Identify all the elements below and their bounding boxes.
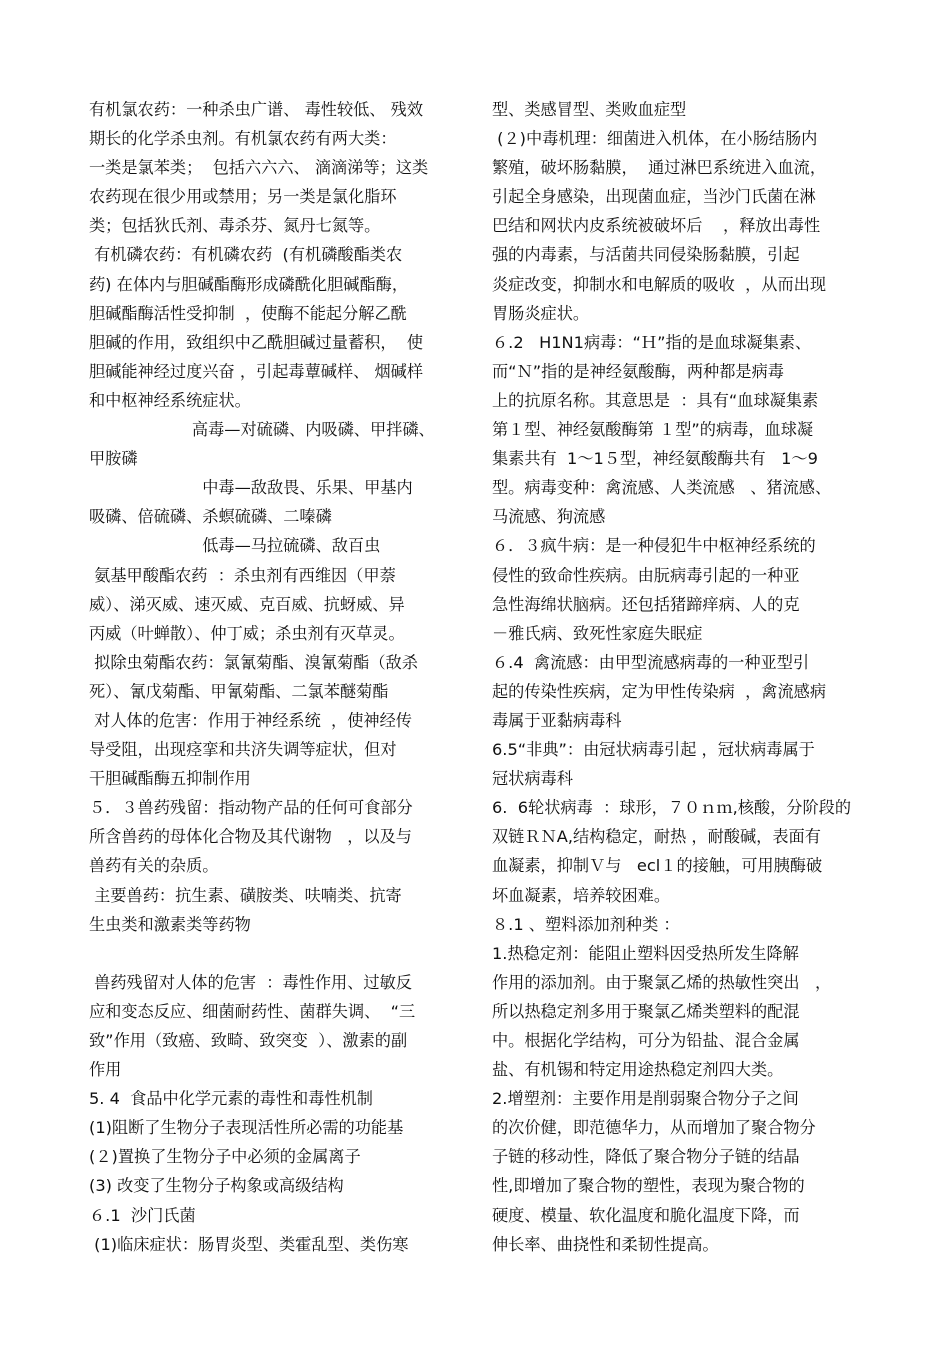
text-line: 威）、涕灭威、速灭威、克百威、抗蚜威、异 <box>89 594 405 614</box>
text-line: 吸磷、倍硫磷、杀螟硫磷、二嗪磷 <box>89 507 332 527</box>
text-line: 炎症改变，抑制水和电解质的吸收 ，从而出现 <box>492 274 827 294</box>
text-line: 所以热稳定剂多用于聚氯乙烯类塑料的配混 <box>492 1001 800 1021</box>
text-line: 第１型、神经氨酸酶第 １型”的病毒，血球凝 <box>492 420 814 440</box>
text-line: 农药现在很少用或禁用；另一类是氯化脂环 <box>89 187 397 207</box>
text-line: 兽药残留对人体的危害 ：毒性作用、过敏反 <box>89 972 412 992</box>
text-line: 中。根据化学结构，可分为铅盐、混合金属 <box>492 1031 800 1050</box>
text-line: 引起全身感染，出现菌血症，当沙门氏菌在淋 <box>492 187 816 207</box>
text-line: 巴结和网状内皮系统被破坏后 ，释放出毒性 <box>492 216 821 236</box>
text-line: 5. 4 食品中化学元素的毒性和毒性机制 <box>89 1089 373 1109</box>
text-line: 胆碱的作用，致组织中乙酰胆碱过量蓄积， 使 <box>89 332 424 352</box>
text-line: 对人体的危害：作用于神经系统 ，使神经传 <box>89 710 412 730</box>
text-line: ６.4 禽流感：由甲型流感病毒的一种亚型引 <box>492 652 810 672</box>
text-line: ６.1 沙门氏菌 <box>89 1205 196 1225</box>
text-line: 双链ＲＮA,结构稳定，耐热 ，耐酸碱，表面有 <box>492 827 821 847</box>
right-column <box>492 95 882 1259</box>
text-line: 低毒—马拉硫磷、敌百虫 <box>89 536 381 556</box>
text-line: 型、类感冒型、类败血症型 <box>492 100 687 119</box>
text-line: 血凝素，抑制Ｖ与 ecl１的接触，可用胰酶破 <box>492 856 823 876</box>
text-line: 起的传染性疾病，定为甲性传染病 ，禽流感病 <box>492 681 827 701</box>
text-line: 药) 在体内与胆碱酯酶形成磷酰化胆碱酯酶， <box>89 274 409 294</box>
text-line: ５．３兽药残留：指动物产品的任何可食部分 <box>89 798 413 818</box>
text-line: 导受阻，出现痉挛和共济失调等症状，但对 <box>89 740 397 760</box>
text-line: ８.1 、塑料添加剂种类 ： <box>492 914 680 934</box>
text-line: 主要兽药：抗生素、磺胺类、呋喃类、抗寄 <box>89 885 402 905</box>
text-line: 伸长率、曲挠性和柔韧性提高。 <box>492 1234 719 1254</box>
text-line: 和中枢神经系统症状。 <box>89 390 251 410</box>
text-line: 期长的化学杀虫剂。有机氯农药有两大类： <box>89 129 397 149</box>
text-line: 所含兽药的母体化合物及其代谢物 ，以及与 <box>89 827 412 847</box>
text-line: 马流感、狗流感 <box>492 507 606 527</box>
text-line: 冠状病毒科 <box>492 769 573 789</box>
text-line <box>89 939 474 968</box>
text-line: 繁殖，破坏肠黏膜， 通过淋巴系统进入血流， <box>492 158 827 178</box>
text-line: 生虫类和激素类等药物 <box>89 914 251 934</box>
text-line: 一类是氯苯类； 包括六六六、 滴滴涕等；这类 <box>89 158 429 178</box>
text-line: 侵性的致命性疾病。由朊病毒引起的一种亚 <box>492 565 800 585</box>
text-line: 集素共有 1～1５型，神经氨酸酶共有 1～9 <box>492 449 818 469</box>
text-line: 致”作用（致癌、致畸、致突变 ）、激素的副 <box>89 1031 408 1050</box>
text-line: 有机磷农药：有机磷农药 (有机磷酸酯类农 <box>89 245 403 265</box>
text-line: 坏血凝素，培养较困难。 <box>492 885 671 905</box>
text-line: 应和变态反应、细菌耐药性、菌群失调、 “三 <box>89 1001 416 1021</box>
text-line: 中毒—敌敌畏、乐果、甲基内 <box>89 478 413 498</box>
text-line: ６．３疯牛病：是一种侵犯牛中枢神经系统的 <box>492 536 816 556</box>
text-line: 而“Ｎ”指的是神经氨酸酶，两种都是病毒 <box>492 361 784 381</box>
text-line: 硬度、模量、软化温度和脆化温度下降，而 <box>492 1205 800 1225</box>
text-line: 6. 6轮状病毒 ：球形，７０ｎｍ,核酸，分阶段的 <box>492 798 852 818</box>
text-line: 氨基甲酸酯农药 ：杀虫剂有西维因（甲萘 <box>89 565 396 585</box>
text-line: 胆碱能神经过度兴奋 ，引起毒蕈碱样、 烟碱样 <box>89 361 424 381</box>
text-line: 有机氯农药：一种杀虫广谱、 毒性较低、 残效 <box>89 100 424 119</box>
left-column <box>89 95 474 1259</box>
text-line: 拟除虫菊酯农药：氯氰菊酯、溴氰菊酯（敌杀 <box>89 652 418 672</box>
text-line: －雅氏病、致死性家庭失眠症 <box>492 623 703 643</box>
text-line: 上的抗原名称。其意思是 ：具有“血球凝集素 <box>492 390 819 410</box>
text-line: 急性海绵状脑病。还包括猪蹄痒病、人的克 <box>492 594 800 614</box>
text-line: 1.热稳定剂：能阻止塑料因受热所发生降解 <box>492 943 799 963</box>
text-line: 性,即增加了聚合物的塑性，表现为聚合物的 <box>492 1176 805 1196</box>
text-line: 2.增塑剂：主要作用是削弱聚合物分子之间 <box>492 1089 799 1109</box>
text-line: 甲胺磷 <box>89 449 138 469</box>
text-line: 的次价健，即范德华力，从而增加了聚合物分 <box>492 1118 816 1138</box>
text-line: (1)临床症状：肠胃炎型、类霍乱型、类伤寒 <box>89 1234 409 1254</box>
text-line: (２)中毒机理：细菌进入机体，在小肠结肠内 <box>492 129 818 149</box>
text-line: (3) 改变了生物分子构象或高级结构 <box>89 1176 344 1196</box>
text-line: 型。病毒变种：禽流感、人类流感 、猪流感、 <box>492 478 832 498</box>
text-line: 胃肠炎症状。 <box>492 303 590 323</box>
text-line: 高毒—对硫磷、内吸磷、甲拌磷、 <box>89 420 435 440</box>
text-line: 子链的移动性，降低了聚合物分子链的结晶 <box>492 1147 800 1167</box>
text-line: ６.2 H1N1病毒：“Ｈ”指的是血球凝集素、 <box>492 332 812 352</box>
text-line: 丙威（叶蝉散）、仲丁威；杀虫剂有灭草灵。 <box>89 623 405 643</box>
text-line: 盐、有机锡和特定用途热稳定剂四大类。 <box>492 1060 784 1080</box>
text-line: (1)阻断了生物分子表现活性所必需的功能基 <box>89 1118 404 1138</box>
text-line: 干胆碱酯酶五抑制作用 <box>89 769 251 789</box>
text-line: 作用 <box>89 1060 122 1080</box>
text-line: 6.5“非典”：由冠状病毒引起 ，冠状病毒属于 <box>492 740 815 760</box>
text-line: 类；包括狄氏剂、毒杀芬、氮丹七氮等。 <box>89 216 381 236</box>
text-line: 毒属于亚黏病毒科 <box>492 710 622 730</box>
text-line: 强的内毒素，与活菌共同侵染肠黏膜，引起 <box>492 245 800 265</box>
text-line: 死）、氰戊菊酯、甲氰菊酯、二氯苯醚菊酯 <box>89 681 389 701</box>
text-line: 胆碱酯酶活性受抑制 ，使酶不能起分解乙酰 <box>89 303 407 323</box>
text-line: 兽药有关的杂质。 <box>89 856 219 876</box>
text-line: (２)置换了生物分子中必须的金属离子 <box>89 1147 361 1167</box>
text-line: 作用的添加剂。由于聚氯乙烯的热敏性突出 ， <box>492 972 832 992</box>
